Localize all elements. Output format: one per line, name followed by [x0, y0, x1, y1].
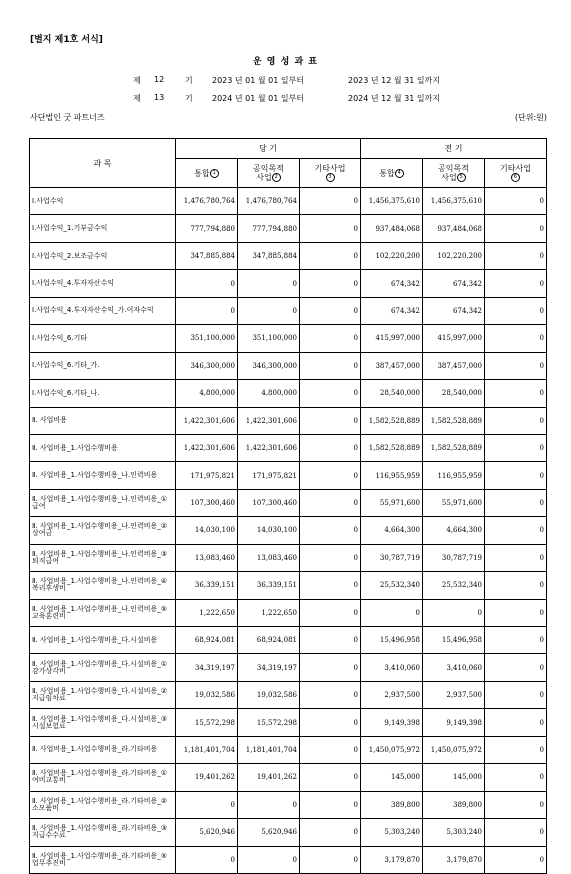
- row-label: Ⅱ. 사업비용_1.사업수행비용_다.시설비용_②지급임차료: [30, 681, 176, 708]
- amount-cell: 777,794,880: [238, 215, 300, 242]
- amount-cell: 0: [300, 297, 361, 324]
- table-row: [30, 434, 547, 461]
- amount-cell: 28,540,000: [361, 380, 423, 407]
- amount-cell: 937,484,068: [361, 215, 423, 242]
- amount-cell: 0: [176, 791, 238, 818]
- row-label: Ⅱ. 사업비용: [30, 407, 176, 434]
- current-period-header: 당 기: [176, 139, 361, 159]
- circled-number: 3: [326, 173, 335, 182]
- row-label: Ⅰ.사업수익_4.투자자산수익: [30, 270, 176, 297]
- amount-cell: 1,476,780,764: [176, 188, 238, 215]
- amount-cell: 0: [485, 846, 547, 873]
- amount-cell: 0: [485, 736, 547, 763]
- row-label: Ⅱ. 사업비용_1.사업수행비용_나.인력비용_⑤교육훈련비: [30, 599, 176, 626]
- row-label: Ⅱ. 사업비용_1.사업수행비용_라.기타비용_⑤업무추진비: [30, 846, 176, 873]
- amount-cell: 0: [176, 846, 238, 873]
- amount-cell: 3,179,870: [423, 846, 485, 873]
- table-row: [30, 325, 547, 352]
- table-row: [30, 681, 547, 708]
- amount-cell: 1,181,401,704: [176, 736, 238, 763]
- amount-cell: 1,222,650: [238, 599, 300, 626]
- amount-cell: 30,787,719: [423, 544, 485, 571]
- row-label: Ⅱ. 사업비용_1.사업수행비용_라.기타비용_③지급수수료: [30, 819, 176, 846]
- amount-cell: 0: [485, 325, 547, 352]
- amount-cell: 0: [485, 819, 547, 846]
- amount-cell: 0: [485, 544, 547, 571]
- amount-cell: 145,000: [423, 764, 485, 791]
- amount-cell: 0: [423, 599, 485, 626]
- unit-label: (단위:원): [514, 113, 547, 122]
- table-row: [30, 709, 547, 736]
- period-from: 2023 년 01 월 01 일부터: [212, 76, 305, 85]
- amount-cell: 0: [485, 407, 547, 434]
- period-number: 12: [154, 75, 165, 84]
- row-label: Ⅰ.사업수익_4.투자자산수익_가.이자수익: [30, 297, 176, 324]
- amount-cell: 107,300,460: [176, 489, 238, 516]
- table-row: [30, 352, 547, 379]
- amount-cell: 145,000: [361, 764, 423, 791]
- amount-cell: 0: [485, 599, 547, 626]
- table-row: [30, 188, 547, 215]
- table-row: [30, 654, 547, 681]
- amount-cell: 34,319,197: [176, 654, 238, 681]
- row-label: Ⅱ. 사업비용_1.사업수행비용_나.인력비용_①급여: [30, 489, 176, 516]
- amount-cell: 0: [485, 764, 547, 791]
- table-row: [30, 517, 547, 544]
- period-gi: 기: [185, 94, 193, 103]
- period-je: 제: [133, 94, 141, 103]
- amount-cell: 1,456,375,610: [423, 188, 485, 215]
- amount-cell: 68,924,081: [238, 627, 300, 654]
- amount-cell: 15,572,298: [176, 709, 238, 736]
- amount-cell: 0: [300, 462, 361, 489]
- amount-cell: 0: [485, 462, 547, 489]
- amount-cell: 1,422,301,606: [238, 434, 300, 461]
- operating-results-table: [29, 138, 547, 874]
- amount-cell: 14,030,100: [176, 517, 238, 544]
- prior-total-header: 통합 4: [361, 159, 423, 188]
- table-row: [30, 242, 547, 269]
- amount-cell: 0: [300, 846, 361, 873]
- amount-cell: 171,975,821: [238, 462, 300, 489]
- amount-cell: 102,220,200: [423, 242, 485, 269]
- row-label: Ⅱ. 사업비용_1.사업수행비용: [30, 434, 176, 461]
- row-label: Ⅰ.사업수익_6.기타: [30, 325, 176, 352]
- amount-cell: 674,342: [423, 297, 485, 324]
- table-row: [30, 627, 547, 654]
- amount-cell: 1,422,301,606: [176, 434, 238, 461]
- amount-cell: 19,401,262: [238, 764, 300, 791]
- amount-cell: 0: [485, 270, 547, 297]
- amount-cell: 1,222,650: [176, 599, 238, 626]
- row-label: Ⅱ. 사업비용_1.사업수행비용_나.인력비용: [30, 462, 176, 489]
- amount-cell: 15,496,958: [361, 627, 423, 654]
- amount-cell: 0: [485, 352, 547, 379]
- row-label: Ⅰ.사업수익_6.기타_나.: [30, 380, 176, 407]
- amount-cell: 36,339,151: [238, 572, 300, 599]
- amount-cell: 0: [300, 654, 361, 681]
- table-row: [30, 462, 547, 489]
- row-label: Ⅰ.사업수익_2.보조금수익: [30, 242, 176, 269]
- table-row: [30, 819, 547, 846]
- current-other-header: 기타사업 3: [300, 159, 361, 188]
- amount-cell: 351,100,000: [176, 325, 238, 352]
- amount-cell: 15,496,958: [423, 627, 485, 654]
- period-to: 2023 년 12 월 31 일까지: [348, 76, 441, 85]
- current-public-header: 공익목적 사업 2: [238, 159, 300, 188]
- amount-cell: 55,971,600: [361, 489, 423, 516]
- amount-cell: 5,620,946: [238, 819, 300, 846]
- amount-cell: 0: [361, 599, 423, 626]
- amount-cell: 937,484,068: [423, 215, 485, 242]
- amount-cell: 116,955,959: [423, 462, 485, 489]
- amount-cell: 0: [485, 489, 547, 516]
- amount-cell: 389,800: [423, 791, 485, 818]
- table-row: [30, 791, 547, 818]
- amount-cell: 2,937,500: [423, 681, 485, 708]
- amount-cell: 674,342: [361, 297, 423, 324]
- amount-cell: 4,800,000: [238, 380, 300, 407]
- amount-cell: 0: [238, 846, 300, 873]
- amount-cell: 0: [300, 736, 361, 763]
- amount-cell: 0: [485, 709, 547, 736]
- subject-header: 과 목: [30, 139, 176, 188]
- amount-cell: 389,800: [361, 791, 423, 818]
- amount-cell: 0: [300, 325, 361, 352]
- amount-cell: 0: [300, 434, 361, 461]
- amount-cell: 777,794,880: [176, 215, 238, 242]
- row-label: Ⅱ. 사업비용_1.사업수행비용_라.기타비용: [30, 736, 176, 763]
- amount-cell: 5,620,946: [176, 819, 238, 846]
- amount-cell: 13,083,460: [176, 544, 238, 571]
- amount-cell: 415,997,000: [423, 325, 485, 352]
- period-je: 제: [133, 76, 141, 85]
- amount-cell: 0: [485, 627, 547, 654]
- amount-cell: 2,937,500: [361, 681, 423, 708]
- amount-cell: 0: [300, 791, 361, 818]
- amount-cell: 0: [300, 270, 361, 297]
- amount-cell: 0: [300, 242, 361, 269]
- amount-cell: 0: [485, 434, 547, 461]
- circled-number: 1: [210, 169, 219, 178]
- amount-cell: 5,303,240: [361, 819, 423, 846]
- circled-number: 2: [272, 173, 281, 182]
- circled-number: 6: [511, 173, 520, 182]
- amount-cell: 351,100,000: [238, 325, 300, 352]
- amount-cell: 25,532,340: [361, 572, 423, 599]
- amount-cell: 4,664,300: [423, 517, 485, 544]
- amount-cell: 1,422,301,606: [238, 407, 300, 434]
- table-row: [30, 736, 547, 763]
- amount-cell: 4,664,300: [361, 517, 423, 544]
- current-total-header: 통합 1: [176, 159, 238, 188]
- amount-cell: 0: [485, 654, 547, 681]
- amount-cell: 0: [300, 517, 361, 544]
- amount-cell: 1,476,780,764: [238, 188, 300, 215]
- amount-cell: 55,971,600: [423, 489, 485, 516]
- amount-cell: 0: [300, 572, 361, 599]
- amount-cell: 3,179,870: [361, 846, 423, 873]
- circled-number: 5: [457, 173, 466, 182]
- amount-cell: 1,181,401,704: [238, 736, 300, 763]
- amount-cell: 0: [485, 517, 547, 544]
- amount-cell: 0: [300, 544, 361, 571]
- amount-cell: 674,342: [423, 270, 485, 297]
- amount-cell: 9,149,398: [361, 709, 423, 736]
- amount-cell: 0: [238, 791, 300, 818]
- amount-cell: 0: [300, 215, 361, 242]
- amount-cell: 0: [300, 352, 361, 379]
- amount-cell: 4,800,000: [176, 380, 238, 407]
- amount-cell: 0: [485, 242, 547, 269]
- amount-cell: 0: [300, 599, 361, 626]
- amount-cell: 674,342: [361, 270, 423, 297]
- row-label: Ⅱ. 사업비용_1.사업수행비용_라.기타비용_②소모품비: [30, 791, 176, 818]
- amount-cell: 116,955,959: [361, 462, 423, 489]
- amount-cell: 415,997,000: [361, 325, 423, 352]
- amount-cell: 3,410,060: [361, 654, 423, 681]
- prior-other-header: 기타사업 6: [485, 159, 547, 188]
- row-label: Ⅱ. 사업비용_1.사업수행비용_다.시설비용: [30, 627, 176, 654]
- row-label: Ⅱ. 사업비용_1.사업수행비용_나.인력비용_②상여금: [30, 517, 176, 544]
- amount-cell: 1,422,301,606: [176, 407, 238, 434]
- amount-cell: 0: [300, 188, 361, 215]
- table-row: [30, 380, 547, 407]
- row-label: Ⅱ. 사업비용_1.사업수행비용_다.시설비용_①감가상각비: [30, 654, 176, 681]
- amount-cell: 9,149,398: [423, 709, 485, 736]
- amount-cell: 1,582,528,889: [423, 407, 485, 434]
- row-label: Ⅱ. 사업비용_1.사업수행비용_나.인력비용_④복리후생비: [30, 572, 176, 599]
- amount-cell: 0: [176, 270, 238, 297]
- amount-cell: 0: [176, 297, 238, 324]
- circled-number: 4: [395, 169, 404, 178]
- amount-cell: 1,582,528,889: [361, 434, 423, 461]
- prior-period-header: 전 기: [361, 139, 547, 159]
- amount-cell: 1,450,075,972: [361, 736, 423, 763]
- amount-cell: 387,457,000: [361, 352, 423, 379]
- amount-cell: 0: [238, 297, 300, 324]
- amount-cell: 0: [485, 188, 547, 215]
- amount-cell: 1,582,528,889: [423, 434, 485, 461]
- amount-cell: 171,975,821: [176, 462, 238, 489]
- amount-cell: 36,339,151: [176, 572, 238, 599]
- period-from: 2024 년 01 월 01 일부터: [212, 94, 305, 103]
- table-row: [30, 407, 547, 434]
- amount-cell: 107,300,460: [238, 489, 300, 516]
- prior-public-header: 공익목적 사업 5: [423, 159, 485, 188]
- amount-cell: 0: [300, 709, 361, 736]
- amount-cell: 14,030,100: [238, 517, 300, 544]
- amount-cell: 0: [300, 380, 361, 407]
- amount-cell: 0: [485, 215, 547, 242]
- amount-cell: 102,220,200: [361, 242, 423, 269]
- amount-cell: 1,582,528,889: [361, 407, 423, 434]
- amount-cell: 0: [300, 407, 361, 434]
- amount-cell: 1,456,375,610: [361, 188, 423, 215]
- table-row: [30, 764, 547, 791]
- amount-cell: 13,083,460: [238, 544, 300, 571]
- amount-cell: 30,787,719: [361, 544, 423, 571]
- period-gi: 기: [185, 76, 193, 85]
- row-label: Ⅱ. 사업비용_1.사업수행비용_나.인력비용_③퇴직급여: [30, 544, 176, 571]
- form-title: [별지 제1호 서식]: [30, 35, 103, 45]
- amount-cell: 5,303,240: [423, 819, 485, 846]
- document-title: 운 영 성 과 표: [252, 57, 318, 67]
- amount-cell: 19,032,586: [176, 681, 238, 708]
- amount-cell: 1,450,075,972: [423, 736, 485, 763]
- table-row: [30, 572, 547, 599]
- table-row: [30, 846, 547, 873]
- period-number: 13: [154, 93, 165, 102]
- table-row: [30, 544, 547, 571]
- amount-cell: 19,401,262: [176, 764, 238, 791]
- amount-cell: 0: [485, 572, 547, 599]
- amount-cell: 0: [300, 819, 361, 846]
- amount-cell: 68,924,081: [176, 627, 238, 654]
- corporation-name: 사단법인 굿 파트너즈: [30, 113, 105, 122]
- table-row: [30, 215, 547, 242]
- amount-cell: 0: [485, 681, 547, 708]
- amount-cell: 19,032,586: [238, 681, 300, 708]
- amount-cell: 346,300,000: [238, 352, 300, 379]
- period-to: 2024 년 12 월 31 일까지: [348, 94, 441, 103]
- amount-cell: 15,572,298: [238, 709, 300, 736]
- amount-cell: 346,300,000: [176, 352, 238, 379]
- amount-cell: 0: [485, 791, 547, 818]
- amount-cell: 34,319,197: [238, 654, 300, 681]
- amount-cell: 347,885,884: [238, 242, 300, 269]
- amount-cell: 0: [238, 270, 300, 297]
- amount-cell: 0: [300, 489, 361, 516]
- table-row: [30, 599, 547, 626]
- table-row: [30, 489, 547, 516]
- amount-cell: 3,410,060: [423, 654, 485, 681]
- amount-cell: 0: [300, 764, 361, 791]
- amount-cell: 0: [300, 627, 361, 654]
- table-row: [30, 297, 547, 324]
- amount-cell: 347,885,884: [176, 242, 238, 269]
- row-label: Ⅰ.사업수익: [30, 188, 176, 215]
- row-label: Ⅰ.사업수익_1.기부금수익: [30, 215, 176, 242]
- row-label: Ⅱ. 사업비용_1.사업수행비용_라.기타비용_①여비교통비: [30, 764, 176, 791]
- amount-cell: 0: [485, 380, 547, 407]
- amount-cell: 0: [485, 297, 547, 324]
- amount-cell: 387,457,000: [423, 352, 485, 379]
- amount-cell: 0: [300, 681, 361, 708]
- amount-cell: 25,532,340: [423, 572, 485, 599]
- row-label: Ⅱ. 사업비용_1.사업수행비용_다.시설비용_③시설보험료: [30, 709, 176, 736]
- amount-cell: 28,540,000: [423, 380, 485, 407]
- table-row: [30, 270, 547, 297]
- row-label: Ⅰ.사업수익_6.기타_가.: [30, 352, 176, 379]
